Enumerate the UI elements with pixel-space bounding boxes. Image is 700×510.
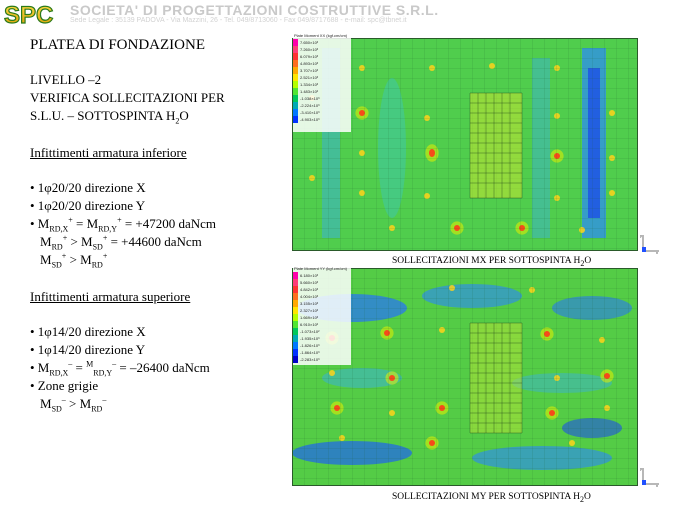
legend-row <box>293 116 351 123</box>
legend-row <box>293 321 351 328</box>
upper-bullet-mrd: • $M_{RD,X}^- = ^M_{RD,Y}^- = -26400$ daNcm <box>30 359 210 378</box>
company-logo <box>2 0 64 28</box>
legend-row <box>293 328 351 335</box>
legend-row <box>293 46 351 53</box>
legend-value: 3.155×10³ <box>300 301 319 306</box>
caption-my: SOLLECITAZIONI MY PER SOTTOSPINTA $H_2O$ <box>392 492 591 504</box>
legend-value: 4.842×10³ <box>300 287 319 292</box>
legend-value: -1.073×10² <box>300 329 320 334</box>
legend-row <box>293 88 351 95</box>
legend-row <box>293 53 351 60</box>
upper-msd-mrd: $M_{SD}^- > M_{RD}^-$ <box>40 395 107 414</box>
level-label: LIVELLO –2 <box>30 72 102 87</box>
verify-line-2: S.L.U. – SOTTOSPINTA $H_2O$ <box>30 108 189 126</box>
legend-row <box>293 279 351 286</box>
legend-value: 1.669×10³ <box>300 315 319 320</box>
upper-bullet-y: • 1φ14/20 direzione Y <box>30 342 146 357</box>
lower-mrd-msd: $M_{RD}^+ > M_{SD}^+ = +44600$ daNcm <box>40 233 202 252</box>
legend-row <box>293 109 351 116</box>
core-mesh <box>470 93 522 198</box>
legend-value: 3.707×10³ <box>300 68 319 73</box>
legend-mx <box>293 32 351 132</box>
legend-row <box>293 81 351 88</box>
legend-row <box>293 349 351 356</box>
legend-row <box>293 39 351 46</box>
legend-title: Plate Moment XX (kgf.cm/cm) <box>294 33 348 38</box>
verify-line-1: VERIFICA SOLLECITAZIONI PER <box>30 90 225 105</box>
legend-value: 6.079×10³ <box>300 54 319 59</box>
legend-value: 4.893×10³ <box>300 61 319 66</box>
legend-value: 2.327×10³ <box>300 308 319 313</box>
legend-row <box>293 300 351 307</box>
caption-mx: SOLLECITAZIONI MX PER SOTTOSPINTA $H_2O$ <box>392 256 592 268</box>
legend-value: 6.180×10³ <box>300 273 319 278</box>
legend-row <box>293 293 351 300</box>
lower-msd-mrd: $M_{SD}^+ > M_{RD}^+$ <box>40 251 108 270</box>
lower-bullet-x: • 1φ20/20 direzione X <box>30 180 146 195</box>
lower-bullet-mrd: • $M_{RD,X}^+ = M_{RD,Y}^+ = +47200$ daNcm <box>30 215 217 234</box>
legend-value: 7.650×10³ <box>300 40 319 45</box>
legend-row <box>293 272 351 279</box>
legend-row <box>293 102 351 109</box>
svg-text:x: x <box>656 250 658 255</box>
legend-title: Plate Moment YY (kgf.cm/cm) <box>294 266 347 271</box>
legend-value: 7.260×10³ <box>300 47 319 52</box>
legend-value: -2.224×10³ <box>300 103 320 108</box>
legend-value: -1.935×10³ <box>300 336 320 341</box>
legend-row <box>293 356 351 363</box>
legend-value: -1.826×10³ <box>300 343 320 348</box>
legend-row <box>293 314 351 321</box>
legend-value: 2.521×10³ <box>300 75 319 80</box>
svg-text:y: y <box>640 233 642 238</box>
legend-value: -4.903×10³ <box>300 117 320 122</box>
core-mesh <box>470 323 522 433</box>
page-title: PLATEA DI FONDAZIONE <box>30 37 205 53</box>
logo-text: SPC <box>4 2 54 28</box>
legend-row <box>293 95 351 102</box>
company-name: SOCIETA' DI PROGETTAZIONI COSTRUTTIVE S.R.L. <box>70 2 439 18</box>
legend-value: 1.334×10³ <box>300 82 319 87</box>
legend-value: 1.483×10² <box>300 89 319 94</box>
legend-row <box>293 286 351 293</box>
svg-text:x: x <box>656 483 658 488</box>
upper-bullet-x: • 1φ14/20 direzione X <box>30 324 146 339</box>
company-address: Sede Legale : 35139 PADOVA - Via Mazzini, 26 - Tel. 049/8713060 - Fax 049/8717688 - e-mail: spc@tbnet.it <box>70 17 407 24</box>
legend-row <box>293 60 351 67</box>
legend-value: -3.410×10³ <box>300 110 320 115</box>
legend-value: 5.660×10³ <box>300 280 319 285</box>
upper-reinforcement-heading: Infittimenti armatura superiore <box>30 289 191 304</box>
legend-value: -1.038×10³ <box>300 96 320 101</box>
lower-reinforcement-heading: Infittimenti armatura inferiore <box>30 145 187 160</box>
svg-text:y: y <box>640 466 642 471</box>
legend-value: 4.004×10³ <box>300 294 319 299</box>
legend-row <box>293 335 351 342</box>
axes-icon <box>639 233 661 255</box>
legend-row <box>293 307 351 314</box>
legend-my <box>293 265 351 365</box>
legend-value: -2.283×10³ <box>300 357 320 362</box>
legend-value: -1.864×10³ <box>300 350 320 355</box>
legend-row <box>293 342 351 349</box>
legend-row <box>293 67 351 74</box>
lower-bullet-y: • 1φ20/20 direzione Y <box>30 198 146 213</box>
legend-value: 6.910×10² <box>300 322 319 327</box>
axes-icon <box>639 466 661 488</box>
upper-bullet-grey-zones: • Zone grigie <box>30 378 99 393</box>
legend-row <box>293 74 351 81</box>
